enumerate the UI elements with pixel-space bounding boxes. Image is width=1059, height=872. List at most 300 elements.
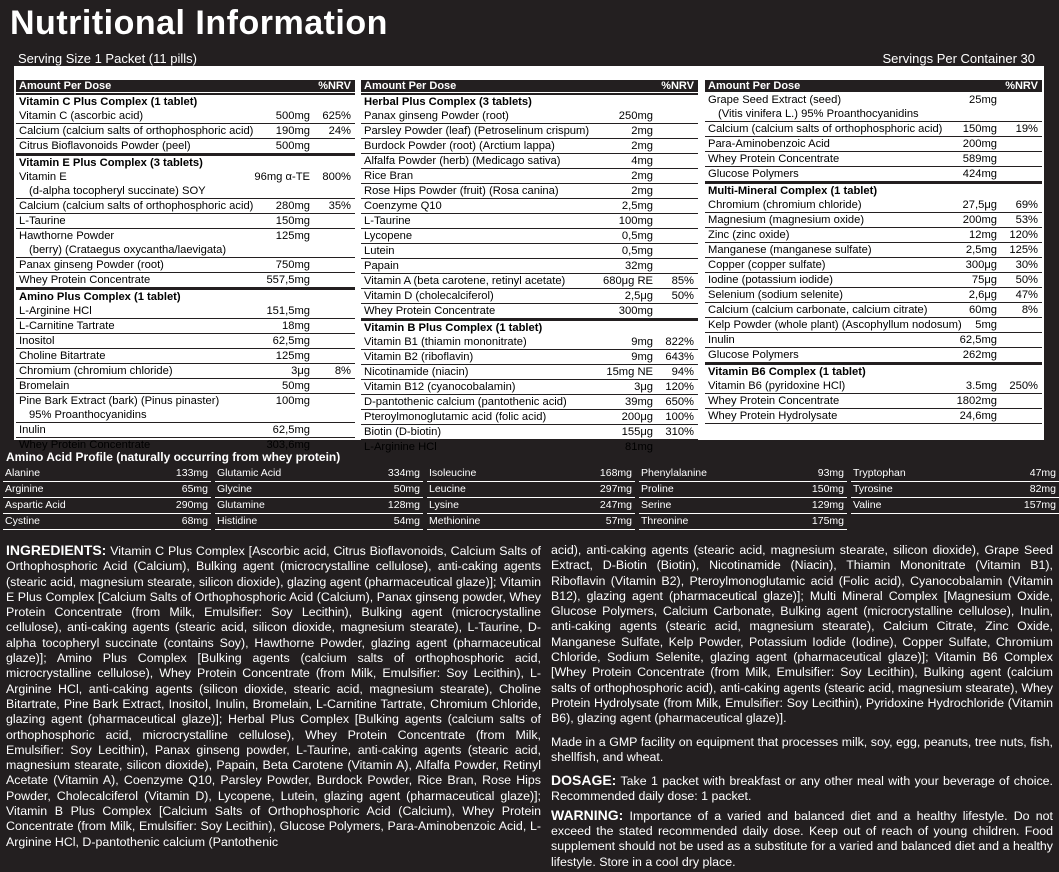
nutrient-row	[361, 289, 698, 304]
amino-name: Valine	[853, 499, 882, 511]
nutrient-nrv: 120%	[1009, 229, 1038, 241]
nutrient-row	[705, 258, 1042, 273]
nutrient-name: L-Carnitine Tartrate	[19, 320, 115, 332]
amino-name: Proline	[641, 483, 674, 495]
nutrient-row	[16, 273, 355, 288]
nutrient-amount: 81mg	[625, 441, 653, 453]
nutrient-row	[705, 379, 1042, 394]
ingredients-label: INGREDIENTS:	[6, 542, 107, 558]
amount-per-dose-label: Amount Per Dose	[19, 80, 112, 92]
nutrient-row	[705, 318, 1042, 333]
column-header	[705, 80, 1042, 92]
nutrient-row	[16, 124, 355, 139]
section-heading: Vitamin B Plus Complex (1 tablet)	[361, 319, 698, 335]
nutrient-name: Coenzyme Q10	[364, 200, 442, 212]
amino-value: 128mg	[387, 499, 420, 511]
amino-row	[427, 482, 635, 498]
amino-name: Histidine	[217, 515, 258, 527]
nutrient-amount: 250mg	[618, 110, 653, 122]
nutrient-name: Glucose Polymers	[708, 168, 799, 180]
nutrient-row	[705, 243, 1042, 258]
nutrient-amount: 60mg	[969, 304, 997, 316]
amino-name: Lysine	[429, 499, 459, 511]
nutrient-amount: 62,5mg	[272, 424, 310, 436]
amino-value: 290mg	[175, 499, 208, 511]
nutrient-name: L-Taurine	[364, 215, 411, 227]
nutrient-row	[16, 199, 355, 214]
amino-name: Isoleucine	[429, 467, 477, 479]
nutrient-amount: 75μg	[971, 274, 997, 286]
nutrient-nrv: 50%	[671, 290, 694, 302]
nutrient-name: Whey Protein Concentrate	[364, 305, 496, 317]
nutrient-name: Vitamin E	[19, 171, 67, 183]
amino-name: Alanine	[5, 467, 41, 479]
amino-row	[215, 498, 423, 514]
nutrient-name: Whey Protein Concentrate	[708, 153, 840, 165]
nutrient-name: Inulin	[19, 424, 46, 436]
nutrient-name: L-Arginine HCl	[364, 441, 437, 453]
amino-name: Aspartic Acid	[5, 499, 66, 511]
servings-per-container: Servings Per Container 30	[882, 51, 1035, 66]
nrv-label: %NRV	[661, 80, 694, 92]
nutrient-nrv: 822%	[665, 336, 694, 348]
amino-value: 129mg	[811, 499, 844, 511]
nutrient-name: Panax ginseng Powder (root)	[19, 259, 164, 271]
amino-row	[639, 514, 847, 530]
nutrient-nrv: 650%	[665, 396, 694, 408]
nutrient-name: Burdock Powder (root) (Arctium lappa)	[364, 140, 555, 152]
nutrient-amount: 300μg	[965, 259, 997, 271]
section-heading: Amino Plus Complex (1 tablet)	[16, 288, 355, 304]
nutrient-row	[705, 122, 1042, 137]
amino-name: Leucine	[429, 483, 466, 495]
nutrient-name: Chromium (chromium chloride)	[19, 365, 173, 377]
amino-row	[3, 514, 211, 530]
nutrient-row	[16, 258, 355, 273]
nutrient-name: Bromelain	[19, 380, 70, 392]
nutrient-amount: 1802mg	[956, 395, 997, 407]
nutrient-amount: 303,6mg	[266, 439, 310, 451]
nutrient-amount: 680μg RE	[603, 275, 653, 287]
amino-value: 57mg	[605, 515, 632, 527]
nutrient-amount: 9mg	[631, 351, 653, 363]
nutrient-row	[16, 319, 355, 334]
ingredients-right	[551, 543, 1053, 870]
dosage-block	[551, 773, 1053, 805]
nutrient-amount: 50mg	[282, 380, 310, 392]
amino-value: 54mg	[393, 515, 420, 527]
nutrient-subtext: (d-alpha tocopheryl succinate) SOY	[29, 185, 206, 197]
nutrient-amount: 190mg	[275, 125, 310, 137]
nutrient-row	[16, 423, 355, 438]
column-header	[361, 80, 698, 92]
nutrient-row	[361, 259, 698, 274]
nutrient-amount: 150mg	[962, 123, 997, 135]
nutrient-amount: 280mg	[275, 200, 310, 212]
amino-row	[3, 498, 211, 514]
nutrition-column-3	[705, 80, 1042, 438]
nutrient-amount: 2mg	[631, 170, 653, 182]
amino-row	[427, 514, 635, 530]
nutrition-column-1	[16, 80, 355, 451]
nutrient-amount: 3μg	[634, 381, 653, 393]
nutrient-name: Inositol	[19, 335, 55, 347]
amino-value: 50mg	[393, 483, 420, 495]
nutrient-nrv: 94%	[671, 366, 694, 378]
gmp-note: Made in a GMP facility on equipment that processes milk, soy, egg, peanuts, tree nuts, fish, shellfish, and wheat.	[551, 734, 1053, 764]
nutrient-name: Calcium (calcium salts of orthophosphoric acid)	[708, 123, 943, 135]
nutrient-name: Chromium (chromium chloride)	[708, 199, 862, 211]
nutrient-row	[705, 303, 1042, 318]
nutrient-name: Panax ginseng Powder (root)	[364, 110, 509, 122]
nutrient-amount: 300mg	[618, 305, 653, 317]
nutrient-amount: 262mg	[962, 349, 997, 361]
amino-column	[3, 466, 211, 530]
nutrition-column-2	[361, 80, 698, 453]
nutrient-name: Pteroylmonoglutamic acid (folic acid)	[364, 411, 547, 423]
nutrient-nrv: 30%	[1015, 259, 1038, 271]
nutrient-name: L-Arginine HCl	[19, 305, 92, 317]
nutrient-amount: 151,5mg	[266, 305, 310, 317]
nutrient-row	[361, 335, 698, 350]
section-heading: Vitamin E Plus Complex (3 tablets)	[16, 154, 355, 170]
amino-name: Glycine	[217, 483, 253, 495]
nutrient-name: Rice Bran	[364, 170, 414, 182]
nutrient-nrv: 120%	[665, 381, 694, 393]
nutrient-row	[361, 365, 698, 380]
nutrient-name: Alfalfa Powder (herb) (Medicago sativa)	[364, 155, 561, 167]
amino-name: Tyrosine	[853, 483, 893, 495]
amino-value: 297mg	[599, 483, 632, 495]
nutrient-subtext: (berry) (Crataegus oxycantha/laevigata)	[29, 244, 227, 256]
nutrient-name: Vitamin C (ascorbic acid)	[19, 110, 144, 122]
nutrient-nrv: 8%	[334, 365, 351, 377]
nutrient-amount: 150mg	[275, 215, 310, 227]
nutrient-name: Selenium (sodium selenite)	[708, 289, 843, 301]
nutrient-row	[16, 349, 355, 364]
nutrient-amount: 200mg	[962, 138, 997, 150]
nutrient-name: Vitamin D (cholecalciferol)	[364, 290, 494, 302]
nutrient-amount: 2,5mg	[965, 244, 997, 256]
nutrient-amount: 0,5mg	[621, 230, 653, 242]
nutrient-name: Manganese (manganese sulfate)	[708, 244, 872, 256]
nutrient-row	[361, 395, 698, 410]
nutrient-name: Calcium (calcium salts of orthophosphoric acid)	[19, 200, 254, 212]
nutrient-row	[705, 394, 1042, 409]
amino-row	[851, 466, 1059, 482]
nutrient-name: Iodine (potassium iodide)	[708, 274, 833, 286]
nutrient-name: Inulin	[708, 334, 735, 346]
nutrient-row	[361, 109, 698, 124]
nutrient-row	[361, 199, 698, 214]
nutrient-amount: 12mg	[969, 229, 997, 241]
nutrient-name: Vitamin B12 (cyanocobalamin)	[364, 381, 516, 393]
nutrient-nrv: 310%	[665, 426, 694, 438]
amino-row	[427, 466, 635, 482]
amino-name: Serine	[641, 499, 672, 511]
amino-column	[851, 466, 1059, 514]
nutrient-amount: 424mg	[962, 168, 997, 180]
amino-value: 133mg	[175, 467, 208, 479]
nutrient-name: Whey Protein Concentrate	[19, 439, 151, 451]
nutrient-nrv: 53%	[1015, 214, 1038, 226]
nutrient-row	[705, 198, 1042, 213]
nutrient-amount: 9mg	[631, 336, 653, 348]
amino-column	[215, 466, 423, 530]
nutrient-row	[16, 394, 355, 423]
nutrient-name: Whey Protein Hydrolysate	[708, 410, 838, 422]
nutrient-nrv: 85%	[671, 275, 694, 287]
nutrient-amount: 32mg	[625, 260, 653, 272]
serving-size: Serving Size 1 Packet (11 pills)	[18, 51, 197, 66]
ingredients-text-right: acid), anti-caking agents (stearic acid, magnesium stearate, silicon dioxide), Grape Seed Extract, D-Biotin (Biotin), Nicotinamide (Niacin), Thiamin Mononitrate (Vitamin B1), Riboflavin (Vitamin B2), Pteroylmonoglutamic acid (Folic acid), Cyanocobalamin (Vitamin B12), glazing agent (pharmaceutical glaze)]; Multi Mineral Complex [Magnesium Oxide, Glucose Polymers, Calcium Carbonate, Bulking agent (microcrystalline cellulose), Inulin, anti-caking agents (stearic acid, magnesium stearate), Calcium Citrate, Zinc Oxide, Manganese Sulfate, Kelp Powder, Potassium Iodide (Iodine), Copper Sulfate, Chromium Chloride, Sodium Selenite, glazing agent (pharmaceutical glaze)]; Vitamin B6 Complex [Whey Protein Concentrate (from Milk, Emulsifier: Soy Lecithin), Bulking agent (calcium salts of orthophosphoric acid), anti-caking agents (stearic acid, magnesium stearate), Whey Protein Hydrolysate (from Milk, Emulsifier: Soy Lecithin), Pyridoxine Hydrochloride (Vitamin B6), glazing agent (pharmaceutical glaze)].	[551, 543, 1053, 726]
nutrient-row	[361, 350, 698, 365]
nutrient-nrv: 19%	[1015, 123, 1038, 135]
nutrient-amount: 500mg	[275, 140, 310, 152]
nutrient-name: Lutein	[364, 245, 395, 257]
nutrient-amount: 18mg	[282, 320, 310, 332]
nutrient-name: Vitamin B6 (pyridoxine HCl)	[708, 380, 846, 392]
amino-row	[639, 498, 847, 514]
amino-value: 93mg	[817, 467, 844, 479]
nutrient-row	[16, 170, 355, 199]
nutrient-amount: 557,5mg	[266, 274, 310, 286]
nutrient-row	[16, 229, 355, 258]
nutrient-amount: 100mg	[618, 215, 653, 227]
nutrient-amount: 2,5mg	[621, 200, 653, 212]
nutrient-nrv: 35%	[328, 200, 351, 212]
nutrient-amount: 62,5mg	[272, 335, 310, 347]
nutrient-nrv: 50%	[1015, 274, 1038, 286]
amino-name: Phenylalanine	[641, 467, 707, 479]
nutrient-nrv: 625%	[322, 110, 351, 122]
section-heading: Multi-Mineral Complex (1 tablet)	[705, 182, 1042, 198]
nutrient-nrv: 24%	[328, 125, 351, 137]
nutrient-row	[705, 93, 1042, 122]
nutrient-name: Papain	[364, 260, 399, 272]
nutrient-row	[361, 229, 698, 244]
nutrient-row	[705, 137, 1042, 152]
nutrient-name: Calcium (calcium salts of orthophosphoric acid)	[19, 125, 254, 137]
nutrient-row	[705, 348, 1042, 363]
amino-value: 47mg	[1029, 467, 1056, 479]
nutrient-name: Hawthorne Powder	[19, 230, 115, 242]
nutrient-amount: 2,5μg	[624, 290, 653, 302]
amino-value: 168mg	[599, 467, 632, 479]
nutrient-name: Grape Seed Extract (seed)	[708, 94, 842, 106]
nutrient-name: Vitamin A (beta carotene, retinyl acetate)	[364, 275, 566, 287]
nutrient-name: D-pantothenic calcium (pantothenic acid)	[364, 396, 567, 408]
warning-block	[551, 808, 1053, 870]
amount-per-dose-label: Amount Per Dose	[708, 80, 801, 92]
ingredients-text-left: Vitamin C Plus Complex [Ascorbic acid, Citrus Bioflavonoids, Calcium Salts of Orthophosphoric Acid (Calcium), Bulking agent (microcrystalline cellulose), anti-caking agents (stearic acid, magnesium stearate, silicon dioxide), glazing agent (pharmaceutical glaze)]; Vitamin E Plus Complex [Calcium Salts of Orthophosphoric Acid (Calcium), Panax ginseng powder, Whey Protein Concentrate (from Milk, Emulsifier: Soy Lecithin), Bulking agent (microcrystalline cellulose), anti-caking agents (stearic acid, silicon dioxide, magnesium stearate), L-Taurine, D-alpha tocopheryl succinate (contains Soy), Hawthorne Powder, glazing agent (pharmaceutical glaze)]; Amino Plus Complex [Bulking agents (calcium salts of orthophosphoric acid, microcrystalline cellulose), Whey Protein Concentrate (from Milk, Emulsifier: Soy Lecithin), L-Arginine HCl, anti-caking agents (silicon dioxide, stearic acid, magnesium stearate), Choline Bitartrate, Pine Bark Extract, Inositol, Inulin, Bromelain, L-Carnitine Tartrate, Chromium Chloride, glazing agent (pharmaceutical glaze)]; Herbal Plus Complex [Bulking agents (calcium salts of orthophosphoric acid, microcrystalline cellulose), Whey Protein Concentrate (from Milk, Emulsifier: Soy Lecithin), Panax ginseng powder, L-Taurine, anti-caking agents (stearic acid, magnesium stearate, silicon dioxide), Papain, Beta Carotene (Vitamin A), Alfalfa Powder, Retinyl Acetate (Vitamin A), Coenzyme Q10, Parsley Powder, Burdock Powder, Rice Bran, Rose Hips Powder, Cholecalciferol (Vitamin D), Lycopene, Lutein, glazing agent (pharmaceutical glaze)]; Vitamin B Plus Complex [Calcium Salts of Orthophosphoric Acid (Calcium), Whey Protein Concentrate (from Milk, Emulsifier: Soy Lecithin), Glucose Polymers, Para-Aminobenzoic Acid, L-Arginine HCl, D-pantothenic calcium (Pantothenic	[6, 544, 541, 849]
nutrient-nrv: 800%	[322, 171, 351, 183]
nutrient-amount: 125mg	[275, 350, 310, 362]
nutrient-row	[16, 214, 355, 229]
nutrient-amount: 24,6mg	[959, 410, 997, 422]
amino-name: Tryptophan	[853, 467, 906, 479]
nutrient-amount: 39mg	[625, 396, 653, 408]
page-title: Nutritional Information	[10, 4, 388, 42]
amino-row	[3, 466, 211, 482]
nutrient-amount: 200mg	[962, 214, 997, 226]
nutrient-row	[361, 169, 698, 184]
nutrient-row	[361, 139, 698, 154]
nutrient-row	[361, 410, 698, 425]
nutrient-row	[705, 228, 1042, 243]
nutrient-amount: 200μg	[621, 411, 653, 423]
section-heading: Vitamin C Plus Complex (1 tablet)	[16, 93, 355, 109]
nutrient-row	[361, 380, 698, 395]
nutrient-amount: 25mg	[969, 94, 997, 106]
nutrient-name: Vitamin B2 (riboflavin)	[364, 351, 474, 363]
nutrient-name: Zinc (zinc oxide)	[708, 229, 790, 241]
nutrient-name: Parsley Powder (leaf) (Petroselinum crispum)	[364, 125, 590, 137]
nutrient-amount: 15mg NE	[606, 366, 653, 378]
nutrient-amount: 3.5mg	[965, 380, 997, 392]
amino-value: 247mg	[599, 499, 632, 511]
amino-acid-title: Amino Acid Profile (naturally occurring from whey protein)	[6, 450, 341, 464]
nutrient-row	[16, 304, 355, 319]
dosage-label: DOSAGE:	[551, 772, 617, 789]
amino-value: 65mg	[181, 483, 208, 495]
nutrient-row	[705, 409, 1042, 424]
nutrient-row	[361, 154, 698, 169]
nutrient-amount: 125mg	[275, 230, 310, 242]
nutrient-row	[361, 214, 698, 229]
nutrient-row	[705, 333, 1042, 348]
nutrient-name: Nicotinamide (niacin)	[364, 366, 469, 378]
amino-value: 157mg	[1023, 499, 1056, 511]
amount-per-dose-label: Amount Per Dose	[364, 80, 457, 92]
nutrient-amount: 2,6μg	[968, 289, 997, 301]
nutrient-amount: 2mg	[631, 140, 653, 152]
nutrient-amount: 96mg α-TE	[254, 171, 310, 183]
amino-row	[427, 498, 635, 514]
nutrient-row	[705, 288, 1042, 303]
nutrient-name: Pine Bark Extract (bark) (Pinus pinaster)	[19, 395, 220, 407]
nutrient-row	[361, 304, 698, 319]
nutrient-nrv: 8%	[1021, 304, 1038, 316]
nutrient-amount: 589mg	[962, 153, 997, 165]
nutrient-row	[16, 379, 355, 394]
warning-label: WARNING:	[551, 806, 624, 823]
nutrient-row	[16, 139, 355, 154]
nutrient-amount: 62,5mg	[959, 334, 997, 346]
nutrient-name: Rose Hips Powder (fruit) (Rosa canina)	[364, 185, 559, 197]
nutrient-subtext: (Vitis vinifera L.) 95% Proanthocyanidins	[718, 108, 919, 120]
amino-column	[427, 466, 635, 530]
nutrient-row	[705, 167, 1042, 182]
nutrient-row	[361, 274, 698, 289]
nutrient-amount: 4mg	[631, 155, 653, 167]
nutrient-row	[16, 364, 355, 379]
nutrient-name: Copper (copper sulfate)	[708, 259, 826, 271]
amino-name: Threonine	[641, 515, 689, 527]
nutrient-nrv: 100%	[665, 411, 694, 423]
nrv-label: %NRV	[318, 80, 351, 92]
nutrient-name: Magnesium (magnesium oxide)	[708, 214, 865, 226]
nutrient-nrv: 643%	[665, 351, 694, 363]
amino-value: 150mg	[811, 483, 844, 495]
nutrient-name: Glucose Polymers	[708, 349, 799, 361]
amino-column	[639, 466, 847, 530]
nutrient-row	[705, 273, 1042, 288]
amino-name: Cystine	[5, 515, 41, 527]
nutrient-amount: 750mg	[275, 259, 310, 271]
amino-name: Glutamic Acid	[217, 467, 282, 479]
nutrient-name: Para-Aminobenzoic Acid	[708, 138, 830, 150]
dosage-text: Take 1 packet with breakfast or any other meal with your beverage of choice. Recommended daily dose: 1 packet.	[551, 774, 1053, 804]
nutrient-name: Citrus Bioflavonoids Powder (peel)	[19, 140, 191, 152]
nutrient-nrv: 250%	[1009, 380, 1038, 392]
section-heading: Vitamin B6 Complex (1 tablet)	[705, 363, 1042, 379]
amino-row	[215, 514, 423, 530]
nutrient-name: Calcium (calcium carbonate, calcium citrate)	[708, 304, 928, 316]
column-header	[16, 80, 355, 92]
warning-text: Importance of a varied and balanced diet and a healthy lifestyle. Do not exceed the stated recommended daily dose. Keep out of reach of young children. Food supplement should not be used as a substitute for a varied and balanced diet and a healthy lifestyle. Store in a cool dry place.	[551, 808, 1053, 869]
nutrient-nrv: 125%	[1009, 244, 1038, 256]
nutrient-amount: 155μg	[621, 426, 653, 438]
amino-row	[639, 466, 847, 482]
amino-value: 82mg	[1029, 483, 1056, 495]
nutrient-name: Whey Protein Concentrate	[19, 274, 151, 286]
nutrient-amount: 27,5μg	[962, 199, 997, 211]
amino-name: Glutamine	[217, 499, 265, 511]
nutrient-row	[361, 184, 698, 199]
nutrient-nrv: 69%	[1015, 199, 1038, 211]
nutrient-row	[361, 425, 698, 440]
nutrient-name: Vitamin B1 (thiamin mononitrate)	[364, 336, 527, 348]
ingredients-left	[6, 543, 541, 850]
amino-row	[851, 498, 1059, 514]
nutrient-amount: 3μg	[291, 365, 310, 377]
amino-value: 334mg	[387, 467, 420, 479]
amino-value: 175mg	[811, 515, 844, 527]
amino-name: Methionine	[429, 515, 481, 527]
nutrient-amount: 5mg	[975, 319, 997, 331]
amino-row	[851, 482, 1059, 498]
nutrient-row	[16, 334, 355, 349]
nutrient-amount: 2mg	[631, 185, 653, 197]
nutrient-subtext: 95% Proanthocyanidins	[29, 409, 147, 421]
nutrient-row	[705, 152, 1042, 167]
amino-value: 68mg	[181, 515, 208, 527]
nutrient-row	[16, 109, 355, 124]
nutrient-amount: 500mg	[275, 110, 310, 122]
nutrient-row	[361, 124, 698, 139]
nutrient-amount: 0,5mg	[621, 245, 653, 257]
section-heading: Herbal Plus Complex (3 tablets)	[361, 93, 698, 109]
nutrient-name: L-Taurine	[19, 215, 66, 227]
nutrient-amount: 100mg	[275, 395, 310, 407]
amino-row	[215, 482, 423, 498]
nutrient-row	[705, 213, 1042, 228]
nutrient-row	[361, 244, 698, 259]
amino-row	[215, 466, 423, 482]
nutrient-row	[361, 440, 698, 455]
amino-name: Arginine	[5, 483, 44, 495]
amino-row	[639, 482, 847, 498]
nutrient-nrv: 47%	[1015, 289, 1038, 301]
nutrient-name: Whey Protein Concentrate	[708, 395, 840, 407]
amino-row	[3, 482, 211, 498]
nrv-label: %NRV	[1005, 80, 1038, 92]
nutrient-amount: 2mg	[631, 125, 653, 137]
nutrient-name: Lycopene	[364, 230, 413, 242]
nutrient-name: Kelp Powder (whole plant) (Ascophyllum nodosum)	[708, 319, 962, 331]
nutrient-name: Biotin (D-biotin)	[364, 426, 442, 438]
